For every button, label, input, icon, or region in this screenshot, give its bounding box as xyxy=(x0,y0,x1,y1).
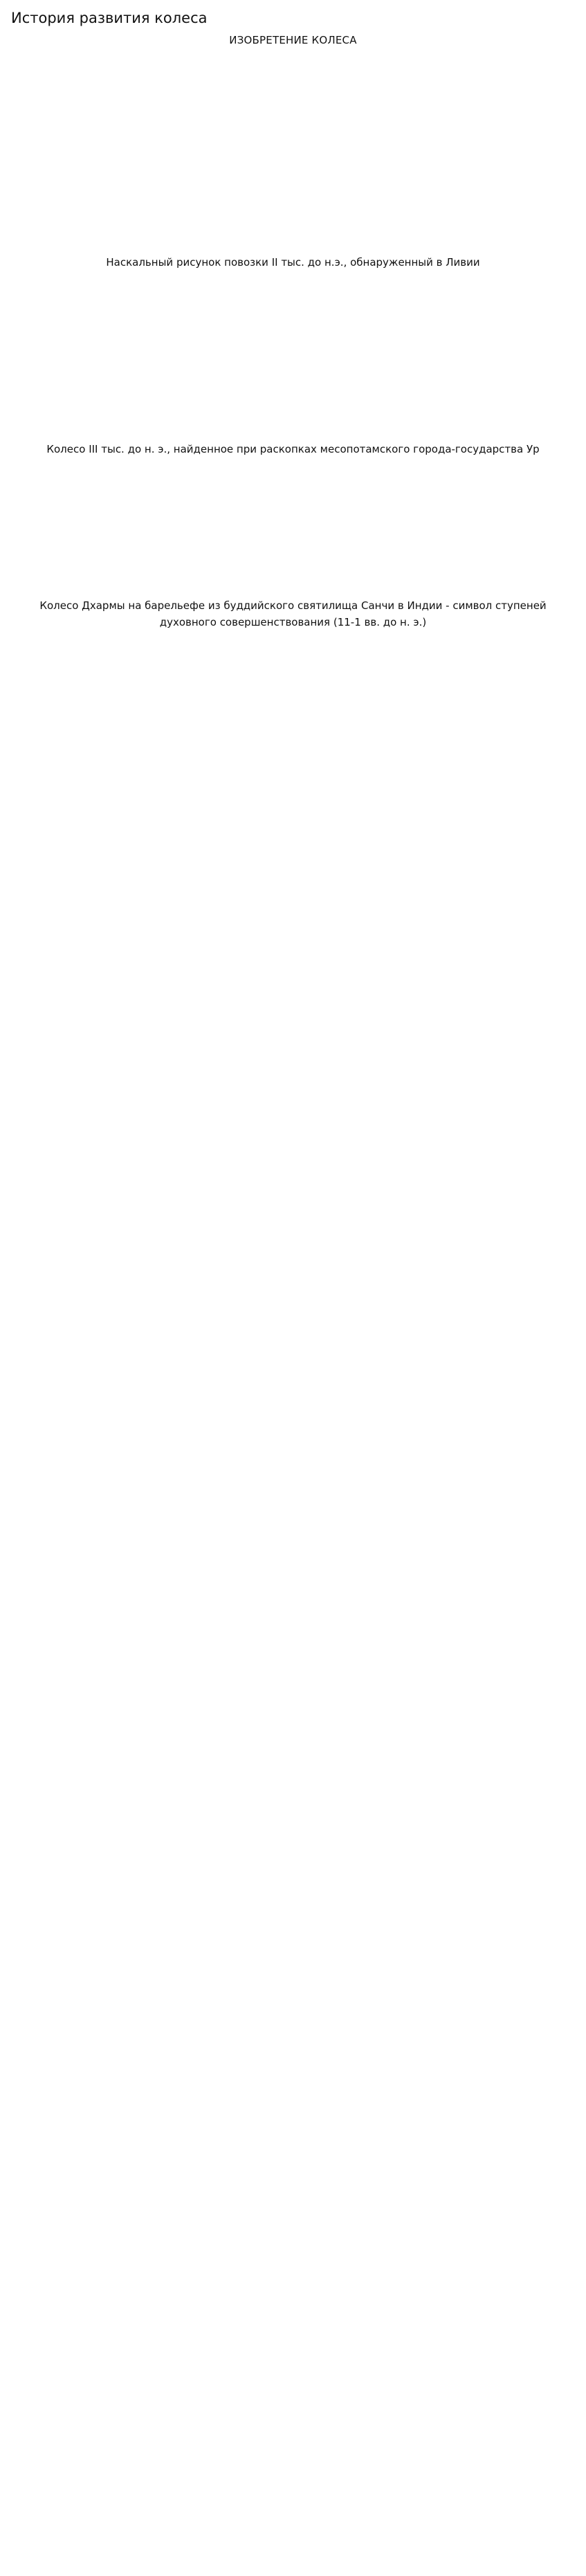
document-subtitle: ИЗОБРЕТЕНИЕ КОЛЕСА xyxy=(229,34,357,47)
figure-caption: Колесо III тыс. до н. э., найденное при раскопках месопотамского города-государства Ур xyxy=(46,443,540,456)
section-2 xyxy=(10,319,576,427)
paragraph xyxy=(10,319,576,336)
paragraph xyxy=(10,410,576,427)
figure-caption: Колесо Дхармы на барельефе из буддийского святилища Санчи в Индии - символ ступеней духовного совершенствования (11-1 вв. до н. э.) xyxy=(39,599,547,629)
paragraph xyxy=(10,380,576,397)
document-page xyxy=(0,0,586,768)
paragraph xyxy=(10,102,576,118)
paragraph xyxy=(10,506,576,523)
paragraph xyxy=(10,536,576,553)
section-1 xyxy=(10,71,576,240)
figure-caption: Наскальный рисунок повозки II тыс. до н.э., обнаруженный в Ливии xyxy=(106,256,480,269)
paragraph xyxy=(10,71,576,88)
section-3 xyxy=(10,506,576,583)
paragraph xyxy=(10,193,576,210)
paragraph xyxy=(10,132,576,149)
paragraph xyxy=(10,709,576,726)
paragraph xyxy=(10,224,576,240)
section-4 xyxy=(10,679,576,726)
paragraph xyxy=(10,163,576,179)
paragraph xyxy=(10,567,576,583)
paragraph xyxy=(10,350,576,366)
document-title: История развития колеса xyxy=(11,10,208,26)
paragraph xyxy=(10,679,576,696)
